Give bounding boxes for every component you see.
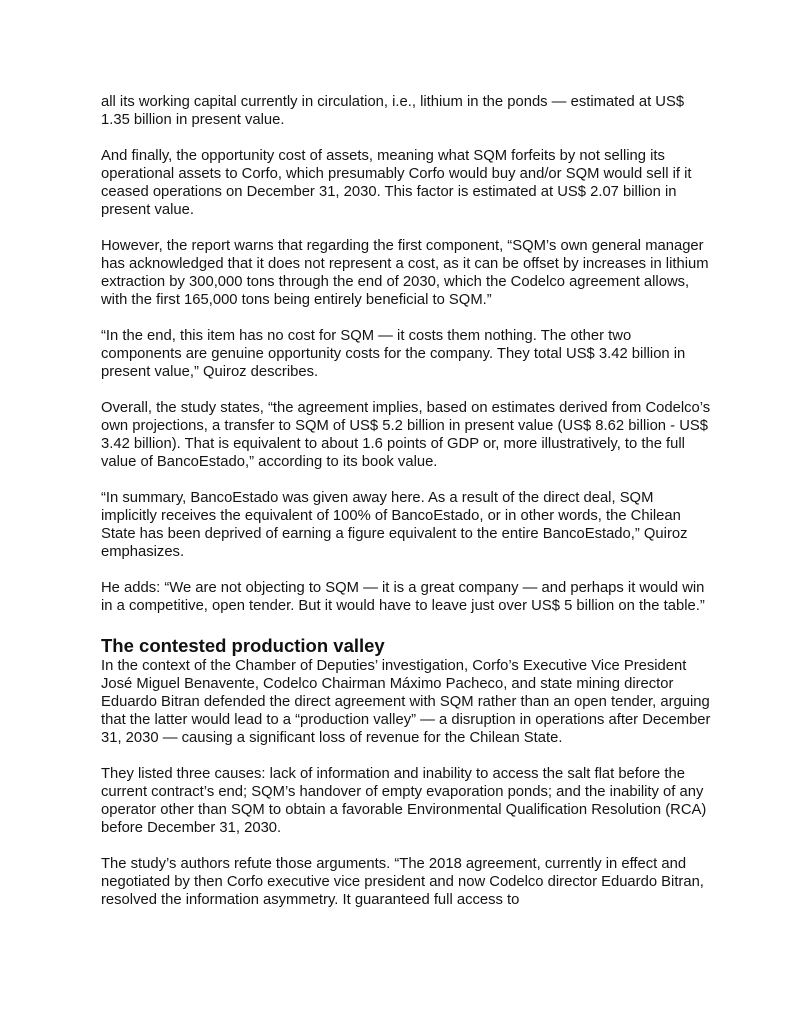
section-heading: The contested production valley [101, 635, 385, 656]
body-paragraph: Overall, the study states, “the agreement implies, based on estimates derived from Codelco’s own projections, a transfer to SQM of US$ 5.2 billion in present value (US$ 8.62 billion - US$ 3.42 billion). That is equivalent to about 1.6 points of GDP or, more illustratively, to the full value of BancoEstado,” according to its book value. [101, 400, 711, 470]
body-paragraph: In the context of the Chamber of Deputies’ investigation, Corfo’s Executive Vice President José Miguel Benavente, Codelco Chairman Máximo Pacheco, and state mining director Eduardo Bitran defended the direct agreement with SQM rather than an open tender, arguing that the latter would lead to a “production valley” — a disruption in operations after December 31, 2030 — causing a significant loss of revenue for the Chilean State. [101, 658, 711, 746]
body-paragraph: The study’s authors refute those arguments. “The 2018 agreement, currently in effect and negotiated by then Corfo executive vice president and now Codelco director Eduardo Bitran, resolved the information asymmetry. It guaranteed full access to [101, 856, 704, 908]
body-paragraph: And finally, the opportunity cost of assets, meaning what SQM forfeits by not selling its operational assets to Corfo, which presumably Corfo would buy and/or SQM would sell if it ceased operations on December 31, 2030. This factor is estimated at US$ 2.07 billion in present value. [101, 148, 692, 218]
body-paragraph: all its working capital currently in circulation, i.e., lithium in the ponds — estimated at US$ 1.35 billion in present value. [101, 94, 685, 128]
document-page [101, 93, 711, 927]
body-paragraph: “In the end, this item has no cost for SQM — it costs them nothing. The other two components are genuine opportunity costs for the company. They total US$ 3.42 billion in present value,” Quiroz describes. [101, 328, 686, 380]
body-paragraph: He adds: “We are not objecting to SQM — it is a great company — and perhaps it would win in a competitive, open tender. But it would have to leave just over US$ 5 billion on the table.” [101, 580, 705, 614]
body-paragraph: They listed three causes: lack of information and inability to access the salt flat before the current contract’s end; SQM’s handover of empty evaporation ponds; and the inability of any operator other than SQM to obtain a favorable Environmental Qualification Resolution (RCA) before December 31, 2030. [101, 766, 707, 836]
body-paragraph: However, the report warns that regarding the first component, “SQM’s own general manager has acknowledged that it does not represent a cost, as it can be offset by increases in lithium extraction by 300,000 tons through the end of 2030, which the Codelco agreement allows, with the first 165,000 tons being entirely beneficial to SQM.” [101, 238, 709, 308]
body-paragraph: “In summary, BancoEstado was given away here. As a result of the direct deal, SQM implicitly receives the equivalent of 100% of BancoEstado, or in other words, the Chilean State has been deprived of earning a figure equivalent to the entire BancoEstado,” Quiroz emphasizes. [101, 490, 688, 560]
